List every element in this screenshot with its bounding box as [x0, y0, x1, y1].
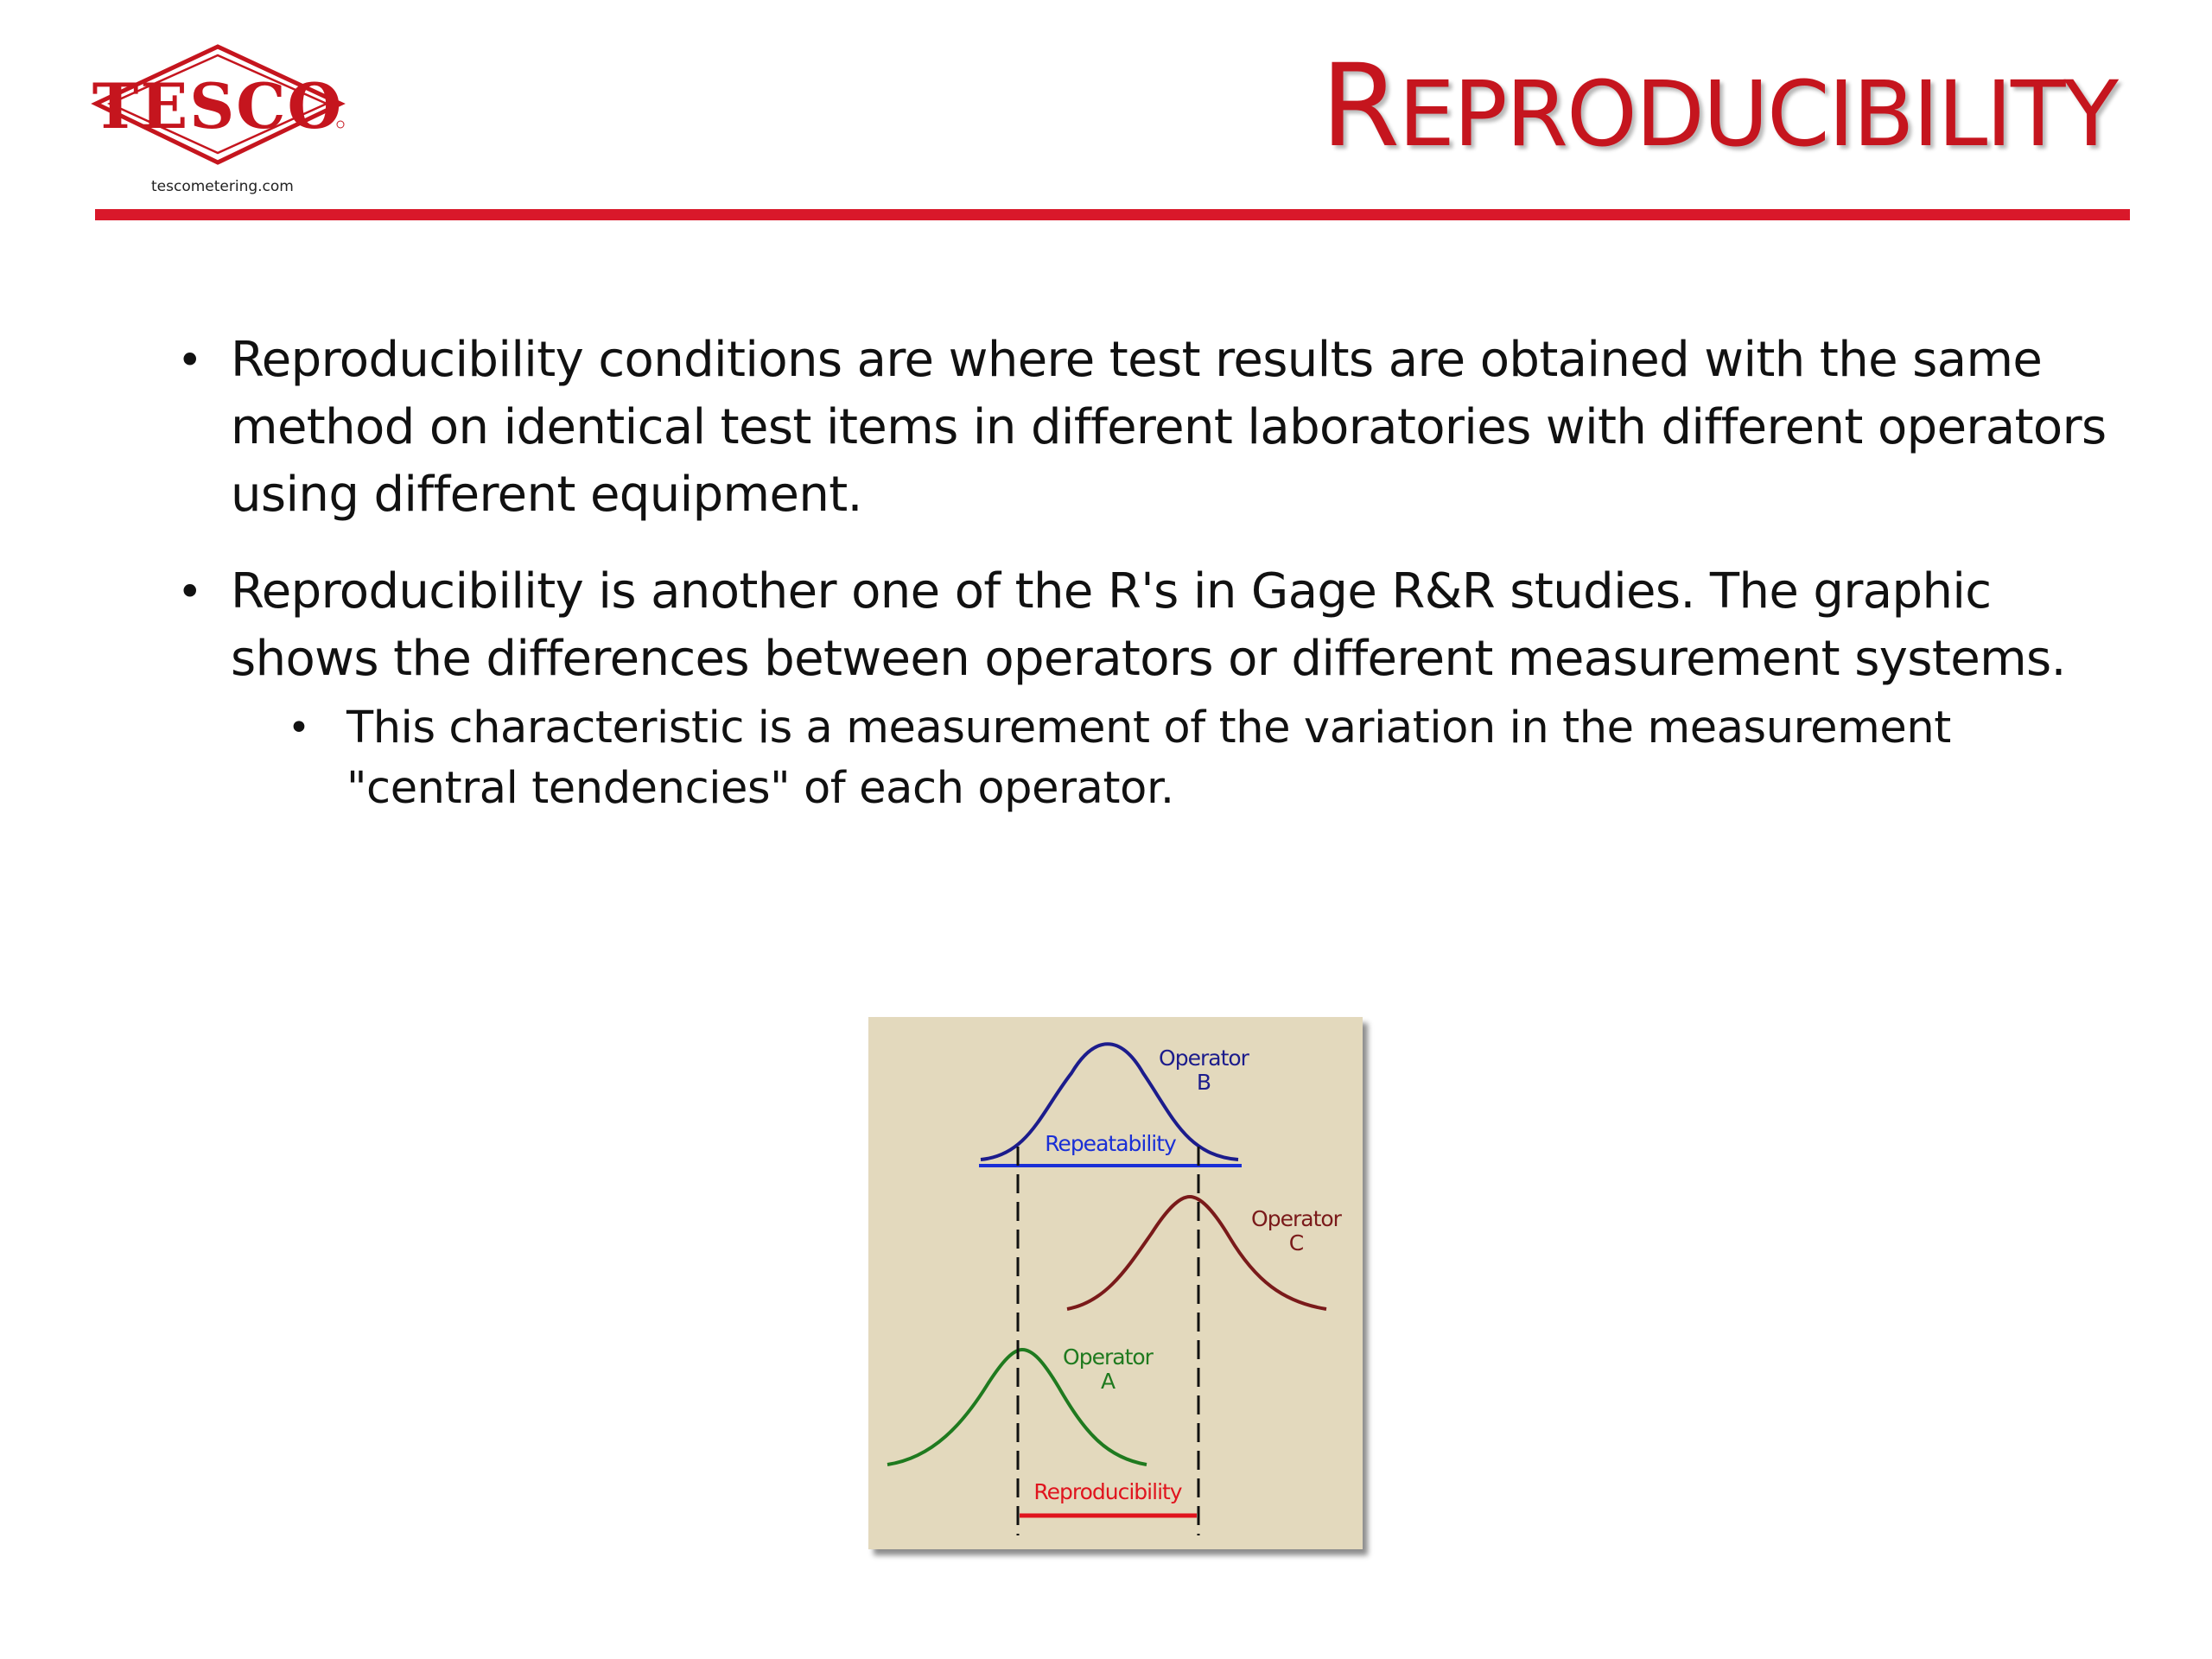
title-rest: EPRODUCIBILITY: [1398, 61, 2117, 167]
bullet-list: [177, 327, 2121, 849]
logo-wordmark: TESCO: [92, 69, 344, 143]
operator-c-label-line2: C: [1288, 1230, 1304, 1255]
logo-url: tescometering.com: [151, 178, 294, 195]
bullet-item: [177, 327, 2121, 529]
reproducibility-label: Reproducibility: [1033, 1479, 1182, 1504]
bullet-text: Reproducibility conditions are where test results are obtained with the same method on identical test items in different laboratories with different operators using different equipment.: [231, 332, 2107, 523]
distribution-curves-graphic: [868, 1017, 1363, 1549]
title-divider: [95, 209, 2130, 220]
reproducibility-diagram: [868, 1017, 1363, 1549]
bullet-item: [177, 558, 2121, 819]
operator-c-label-line1: Operator: [1251, 1206, 1341, 1231]
operator-b-label-line2: B: [1196, 1070, 1211, 1095]
tesco-logo: [91, 41, 350, 206]
title-initial: R: [1320, 40, 1399, 173]
operator-b-label: [1143, 1046, 1264, 1095]
operator-a-label-line2: A: [1100, 1369, 1116, 1394]
bullet-text: Reproducibility is another one of the R's in Gage R&R studies. The graphic shows the differences between operators or different measurement systems.: [231, 563, 2066, 687]
operator-a-label-line1: Operator: [1063, 1344, 1153, 1370]
tesco-diamond-logo-icon: [91, 41, 346, 171]
sub-bullet-text: This characteristic is a measurement of the variation in the measurement "central tendencies" of each operator.: [346, 702, 1951, 814]
page-title: [1321, 41, 2117, 171]
operator-c-label: [1236, 1207, 1357, 1255]
operator-a-label: [1047, 1345, 1168, 1394]
operator-b-label-line1: Operator: [1159, 1046, 1249, 1071]
sub-bullet-list: [231, 698, 2121, 819]
sub-bullet-item: [288, 698, 2121, 819]
repeatability-label: Repeatability: [1045, 1131, 1176, 1156]
